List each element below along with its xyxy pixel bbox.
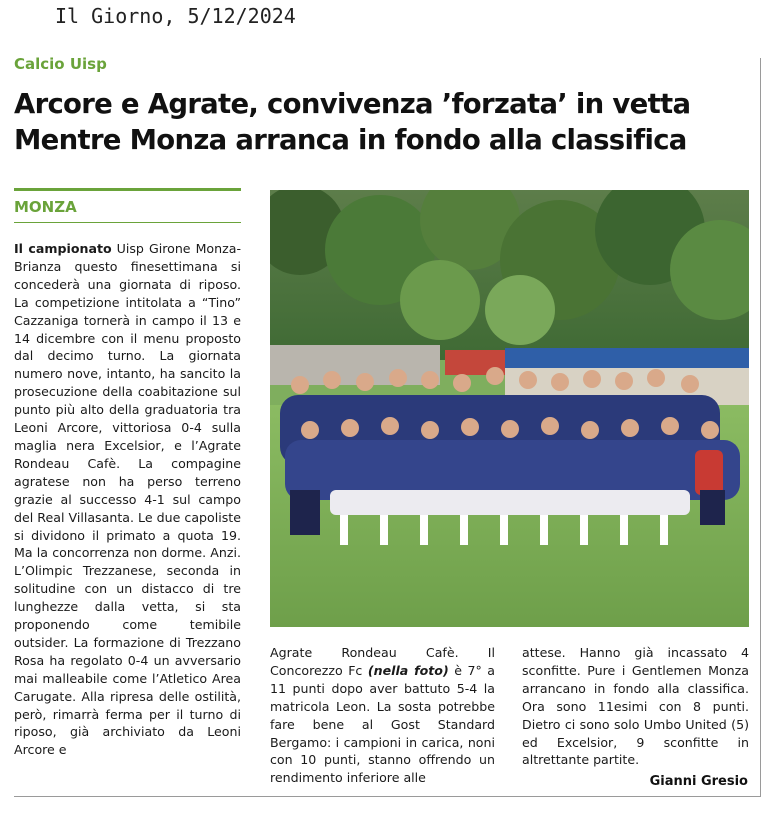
source-line: Il Giorno, 5/12/2024: [55, 4, 296, 28]
page-frame-right: [760, 58, 761, 796]
article-column-2: [270, 644, 495, 787]
section-rule-bottom: [14, 222, 241, 223]
article-col2-text-b: è 7° a 11 punti dopo aver battuto 5-4 la matricola Leon. La sosta potrebbe fare bene al Gost Standard Bergamo: i campioni in carica, noni con 10 punti, stanno offrendo un rendimento inferiore alle: [270, 662, 495, 786]
headline-line-1: Arcore e Agrate, convivenza ’forzata’ in vetta: [14, 88, 691, 120]
section-label: MONZA: [14, 198, 77, 216]
article-lead: Il campionato: [14, 241, 112, 256]
article-column-1: [14, 240, 241, 759]
team-photo: [270, 190, 749, 627]
team-photo-illustration: [270, 190, 749, 627]
byline: Gianni Gresio: [649, 774, 748, 789]
article-col2-text-a: Agrate Rondeau Cafè. Il Concorezzo Fc: [270, 645, 495, 678]
page-frame-bottom: [14, 796, 761, 797]
section-rule-top: [14, 188, 241, 191]
photo-reference: (nella foto): [367, 662, 449, 678]
headline-line-2: Mentre Monza arranca in fondo alla classifica: [14, 124, 687, 156]
headline: [14, 86, 759, 158]
article-column-3: [522, 644, 749, 769]
section-kicker: Calcio Uisp: [14, 55, 107, 73]
article-col3-text: attese. Hanno già incassato 4 sconfitte. Pure i Gentlemen Monza arrancano in fondo alla classifica. Ora sono 11esimi con 8 punti. Dietro ci sono solo Umbo United (5) ed Excelsior, 9 sconfitte in altrettante partite.: [522, 645, 749, 768]
article-col1-text: Uisp Girone Monza-Brianza questo finesettimana si concederà una giornata di riposo. La competizione intitolata a “Tino” Cazzaniga tornerà in campo il 13 e 14 dicembre con il menu proposto dal decimo turno. La giornata numero nove, intanto, ha sancito la prosecuzione della coabitazione sul punto più alto della graduatoria tra Leoni Arcore, vittoriosa 0-4 sulla maglia nera Excelsior, e l’Agrate Rondeau Cafè. La compagine agratese non ha perso terreno grazie al successo 4-1 sul campo del Real Villasanta. Le due capoliste si dividono il primato a quota 19. Ma la concorrenza non dorme. Anzi. L’Olimpic Trezzanese, seconda in solitudine con un distacco di tre lunghezze dalla vetta, si sta proponendo come temibile outsider. La formazione di Trezzano Rosa ha regolato 0-4 un avversario mai malleabile come l’Atletico Area Carugate. Alla ripresa delle ostilità, però, rimarrà ferma per il turno di riposo, già archiviato da Leoni Arcore e: [14, 241, 241, 758]
